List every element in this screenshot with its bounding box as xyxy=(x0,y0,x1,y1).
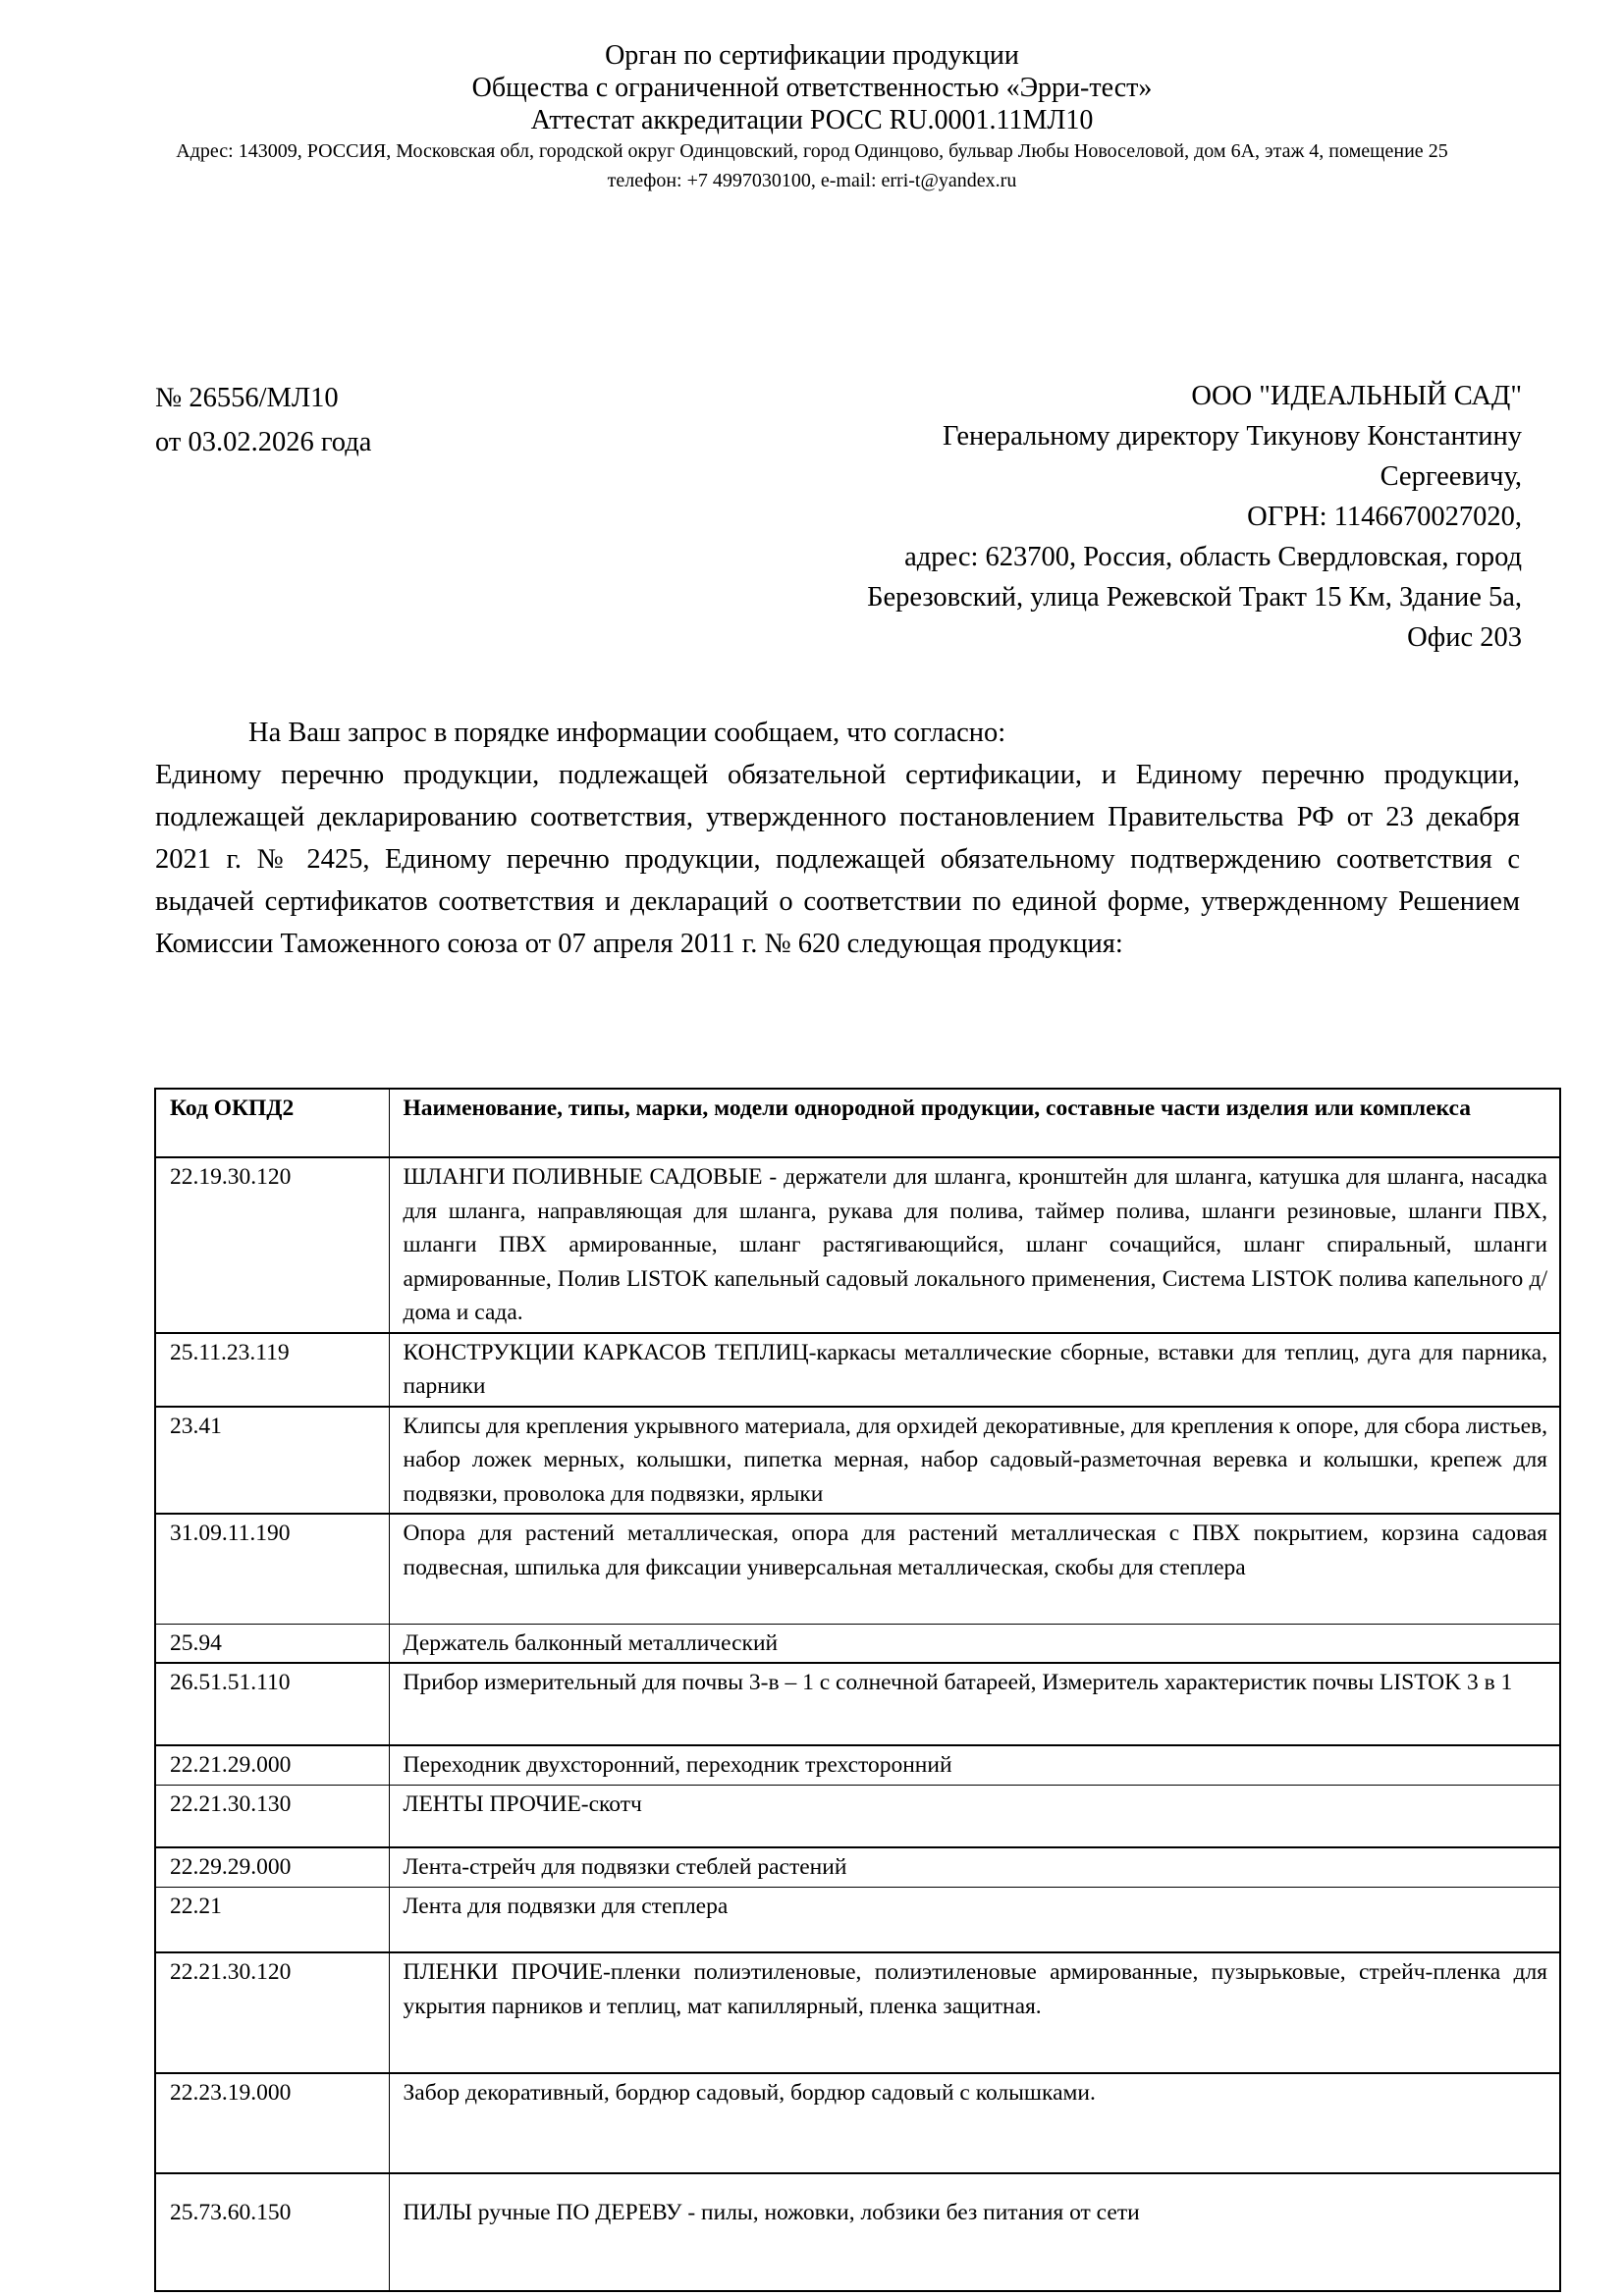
letter-number: № 26556/МЛ10 xyxy=(155,383,339,413)
okpd-code-cell: 22.21 xyxy=(155,1887,389,1952)
recipient-line: Сергеевичу, xyxy=(1380,461,1522,492)
okpd-code-cell: 25.11.23.119 xyxy=(155,1333,389,1407)
recipient-line: ОГРН: 1146670027020, xyxy=(1247,502,1522,532)
letter-body xyxy=(155,712,1520,965)
table-row xyxy=(155,2173,1560,2291)
product-description-cell: Держатель балконный металлический xyxy=(389,1624,1560,1663)
product-description-cell: ЛЕНТЫ ПРОЧИЕ-скотч xyxy=(389,1785,1560,1847)
org-title-line2: Общества с ограниченной ответственностью «Эрри-тест» xyxy=(471,73,1153,103)
okpd-code-cell: 22.23.19.000 xyxy=(155,2073,389,2173)
body-paragraph: Единому перечню продукции, подлежащей обязательной сертификации, и Единому перечню продукции, подлежащей декларированию соответствия, утвержденного постановлением Правительства РФ от 23 декабря 2021 г. № 2425, Единому перечню продукции, подлежащей обязательному подтверждению соответствия с выдачей сертификатов соответствия и деклараций о соответствии по единой форме, утвержденному Решением Комиссии Таможенного союза от 07 апреля 2011 г. № 620 следующая продукция: xyxy=(155,760,1520,959)
org-title-line1: Орган по сертификации продукции xyxy=(605,40,1019,71)
org-address: Адрес: 143009, РОССИЯ, Московская обл, городской округ Одинцовский, город Одинцово, бульвар Любы Новоселовой, дом 6А, этаж 4, помещение 25 xyxy=(176,140,1448,162)
okpd-code-cell: 25.73.60.150 xyxy=(155,2173,389,2291)
product-description-cell: Переходник двухсторонний, переходник трехсторонний xyxy=(389,1745,1560,1785)
table-row xyxy=(155,1663,1560,1745)
body-intro: На Ваш запрос в порядке информации сообщаем, что согласно: xyxy=(248,718,1006,748)
product-name-header: Наименование, типы, марки, модели однородной продукции, составные части изделия или комплекса xyxy=(389,1089,1560,1157)
product-description-cell: ШЛАНГИ ПОЛИВНЫЕ САДОВЫЕ - держатели для шланга, кронштейн для шланга, катушка для шланга, насадка для шланга, направляющая для шланга, рукава для полива, таймер полива, шланги резиновые, шланги ПВХ, шланги ПВХ армированные, шланг растягивающийся, шланг сочащийся, шланг спиральный, шланги армированные, Полив LISTOK капельный садовый локального применения, Система LISTOK полива капельного д/дома и сада. xyxy=(389,1157,1560,1333)
okpd-code-cell: 22.21.30.120 xyxy=(155,1952,389,2073)
recipient-line: Офис 203 xyxy=(1407,622,1522,653)
org-contact: телефон: +7 4997030100, e-mail: erri-t@yandex.ru xyxy=(607,170,1017,191)
letter-date: от 03.02.2026 года xyxy=(155,427,372,457)
okpd-code-cell: 22.21.29.000 xyxy=(155,1745,389,1785)
recipient-line: Генеральному директору Тикунову Константину xyxy=(943,421,1522,452)
table-row xyxy=(155,2073,1560,2173)
accreditation-certificate-line: Аттестат аккредитации РОСС RU.0001.11МЛ10 xyxy=(530,105,1094,135)
okpd-code-cell: 25.94 xyxy=(155,1624,389,1663)
table-row xyxy=(155,1407,1560,1515)
product-description-cell: Прибор измерительный для почвы 3-в – 1 с солнечной батареей, Измеритель характеристик почвы LISTOK 3 в 1 xyxy=(389,1663,1560,1745)
recipient-line: адрес: 623700, Россия, область Свердловская, город xyxy=(904,542,1522,572)
product-description-cell: Опора для растений металлическая, опора для растений металлическая с ПВХ покрытием, корзина садовая подвесная, шпилька для фиксации универсальная металлическая, скобы для степлера xyxy=(389,1514,1560,1624)
product-description-cell: Лента для подвязки для степлера xyxy=(389,1887,1560,1952)
okpd-code-cell: 22.29.29.000 xyxy=(155,1847,389,1887)
product-description-cell: Забор декоративный, бордюр садовый, бордюр садовый с колышками. xyxy=(389,2073,1560,2173)
table-row xyxy=(155,1333,1560,1407)
table-row xyxy=(155,1157,1560,1333)
table-row xyxy=(155,1624,1560,1663)
table-row xyxy=(155,1745,1560,1785)
table-row xyxy=(155,1952,1560,2073)
product-description-cell: Лента-стрейч для подвязки стеблей растений xyxy=(389,1847,1560,1887)
okpd-code-cell: 26.51.51.110 xyxy=(155,1663,389,1745)
okpd-code-cell: 23.41 xyxy=(155,1407,389,1515)
product-description-cell: Клипсы для крепления укрывного материала, для орхидей декоративные, для крепления к опоре, для сбора листьев, набор ложек мерных, колышки, пипетка мерная, набор садовый-разметочная веревка и колышки, крепеж для подвязки, проволока для подвязки, ярлыки xyxy=(389,1407,1560,1515)
table-row xyxy=(155,1785,1560,1847)
products-table xyxy=(154,1088,1561,2292)
okpd-code-cell: 22.19.30.120 xyxy=(155,1157,389,1333)
okpd-code-header: Код ОКПД2 xyxy=(155,1089,389,1157)
table-header-row xyxy=(155,1089,1560,1157)
recipient-line: Березовский, улица Режевской Тракт 15 Км, Здание 5а, xyxy=(867,582,1522,613)
outgoing-reference xyxy=(155,376,371,464)
reference-row xyxy=(155,376,1522,658)
product-description-cell: ПЛЕНКИ ПРОЧИЕ-пленки полиэтиленовые, полиэтиленовые армированные, пузырьковые, стрейч-пленка для укрытия парников и теплиц, мат капиллярный, пленка защитная. xyxy=(389,1952,1560,2073)
table-row xyxy=(155,1847,1560,1887)
okpd-code-cell: 31.09.11.190 xyxy=(155,1514,389,1624)
recipient-line: ООО "ИДЕАЛЬНЫЙ САД" xyxy=(1191,381,1522,411)
recipient-block xyxy=(619,376,1522,658)
table-row xyxy=(155,1514,1560,1624)
letterhead xyxy=(0,39,1624,193)
product-description-cell: ПИЛЫ ручные ПО ДЕРЕВУ - пилы, ножовки, лобзики без питания от сети xyxy=(389,2173,1560,2291)
table-row xyxy=(155,1887,1560,1952)
product-description-cell: КОНСТРУКЦИИ КАРКАСОВ ТЕПЛИЦ-каркасы металлические сборные, вставки для теплиц, дуга для парника, парники xyxy=(389,1333,1560,1407)
okpd-code-cell: 22.21.30.130 xyxy=(155,1785,389,1847)
